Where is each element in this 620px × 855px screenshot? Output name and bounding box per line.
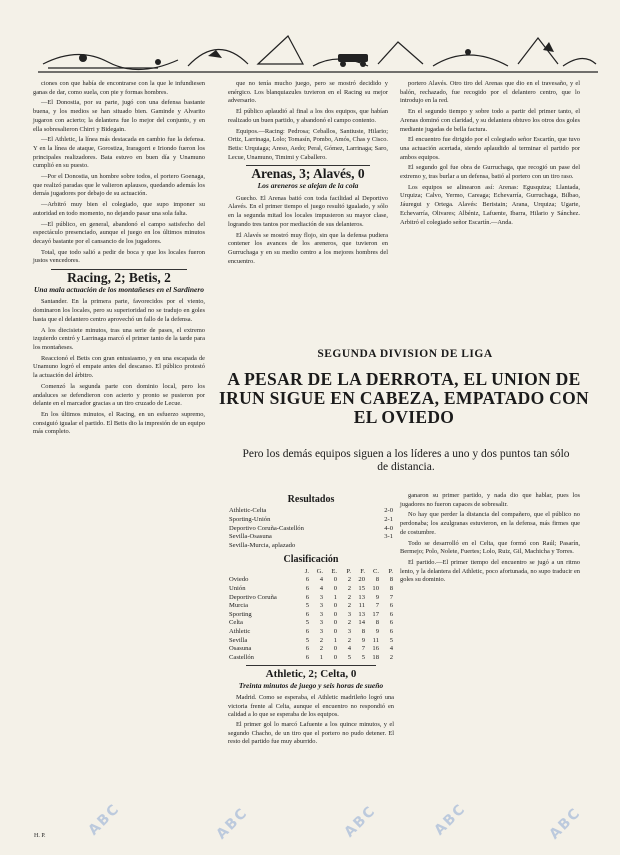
stat-cell: 8 (375, 576, 379, 584)
article-title-racing-betis: Racing, 2; Betis, 2 (67, 270, 171, 286)
article-paragraph: —El público, en general, abandonó el campo satisfecho del espectáculo presenciado, aunque el juego en los últimos minutos decayó bastante por el cansancio de los jugadores. (33, 220, 205, 245)
article-paragraph: —Arbitró muy bien el colegiado, que supo imponer su autoridad en todo momento, no dejando pasar una sola falta. (33, 201, 205, 217)
stat-cell: 8 (361, 627, 365, 635)
stat-cell: 2 (389, 653, 393, 661)
table-row (228, 594, 394, 603)
stat-cell: 13 (358, 610, 365, 618)
article-paragraph: El público aplaudió al final a los dos equipos, que habían realizado un buen partido, y abandonó el campo contento. (228, 108, 388, 124)
match-name: Sporting-Unión (229, 516, 271, 523)
stat-cell: 7 (389, 593, 393, 601)
stat-cell: 2 (319, 645, 323, 653)
stat-cell: 6 (305, 576, 309, 584)
column-left (33, 80, 205, 439)
article-paragraph: —El Donostia, por su parte, jugó con una defensa bastante buena, y los medios se han situado bien. Gaminde y Alvarito jugaron con acierto; la delantera fue lo mejor del conjunto, y en ella sobresalieron Chirri y Bidegain. (33, 99, 205, 133)
article-paragraph: El primer gol lo marcó Lafuente a los quince minutos, y el segundo Chacho, de un tiro que el portero no pudo detener. El resto del partido fue muy aburrido. (228, 721, 394, 746)
stat-cell: 2 (347, 619, 351, 627)
stat-cell: 0 (333, 653, 337, 661)
article-paragraph: Todo se desarrolló en el Celta, que formó con Raúl; Pasarín, Bermejo; Polo, Nolete, Fuertes; Lolo, Ruiz, Gil, Machicha y Torres. (400, 539, 580, 556)
section-title: SEGUNDA DIVISION DE LIGA (317, 348, 493, 360)
header-cell: G. (316, 567, 323, 575)
article-paragraph: portero Alavés. Otro tiro del Arenas que dio en el travesaño, y el balón, rechazado, fue recogido por el delantero centro, que lo introdujo en la red. (400, 80, 580, 105)
team-name: Unión (229, 584, 246, 592)
article-paragraph: El Alavés se mostró muy flojo, sin que la defensa pudiera contener los avances de los areneros, que tuvieron en Gurruchaga y en su medio centro a los mejores hombres del encuentro. (228, 231, 388, 265)
stat-cell: 4 (319, 584, 323, 592)
header-cell: E. (331, 567, 337, 575)
stat-cell: 5 (305, 602, 309, 610)
team-name: Sevilla (229, 636, 248, 644)
stat-cell: 1 (319, 653, 323, 661)
stat-cell: 8 (389, 576, 393, 584)
match-score: 3-1 (384, 533, 393, 541)
article-paragraph: Total, que todo salió a pedir de boca y que los locales fueron justos vencedores. (33, 248, 205, 265)
article-paragraph: Reaccionó el Betis con gran entusiasmo, y en una escapada de Unamuno logró el empate antes del descanso. El público protestó la actuación del árbitro. (33, 354, 205, 380)
stat-cell: 3 (319, 593, 323, 601)
team-name: Celta (229, 619, 243, 627)
match-score: 2-1 (384, 516, 393, 523)
stat-cell: 0 (333, 610, 337, 618)
abc-watermark: ABC (546, 804, 585, 843)
stat-cell: 3 (319, 619, 323, 627)
team-name: Deportivo Coruña (229, 593, 277, 601)
stat-cell: 4 (347, 645, 351, 653)
table-row (228, 645, 394, 654)
stat-cell: 3 (347, 610, 351, 618)
table-row (228, 507, 394, 516)
header-cell: P. (388, 567, 393, 575)
lineup-paragraph: Los equipos se alinearon así: Arenas: Egusquiza; Llantada, Urquiza; Calvo, Yermo, Careaga; Echevarría, Gurruchaga, Bilbao, Jáuregui y Ortega. Alavés: Beristain; Arana, Urquiza; Ugarte, Echevarría, Olivares; Albéniz, Lafuente, Ibarra, Hilario y Sánchez. Arbitró el colegiado señor Escartín.—Anda. (400, 183, 580, 226)
stat-cell: 0 (333, 584, 337, 592)
table-row (228, 654, 394, 663)
article-paragraph: Santander. En la primera parte, favorecidos por el viento, dominaron los locales, pero su superioridad no se tradujo en goles hasta que el delantero centro aprovechó un fallo de la defensa. (33, 298, 205, 323)
stat-cell: 2 (347, 636, 351, 644)
stat-cell: 13 (358, 593, 365, 601)
stat-cell: 4 (319, 576, 323, 584)
article-subtitle: Treinta minutos de juego y seis horas de sueño (238, 680, 384, 690)
article-paragraph: El segundo gol fue obra de Gurruchaga, que recogió un pase del extremo y, tras burlar a un defensa, batió al portero con un tiro raso. (400, 164, 580, 181)
team-name: Osasuna (229, 645, 252, 653)
article-paragraph: El partido.—El primer tiempo del encuentro se jugó a un ritmo lento, y la delantera del Athletic, poco afortunada, no supo traducir en goles su dominio. (400, 558, 580, 584)
team-name: Oviedo (229, 576, 249, 584)
stat-cell: 17 (372, 610, 379, 618)
table-row (228, 525, 394, 534)
article-paragraph: Madrid. Como se esperaba, el Athletic madrileño logró una victoria frente al Celta, aunque el encuentro no respondió en calidad a lo que se esperaba de los equipos. (228, 694, 394, 718)
article-title-athletic-celta: Athletic, 2; Celta, 0 (265, 668, 357, 681)
stat-cell: 11 (358, 602, 365, 610)
stat-cell: 14 (358, 619, 365, 627)
stat-cell: 0 (333, 576, 337, 584)
stat-cell: 6 (305, 610, 309, 618)
match-name: Athletic-Celta (229, 507, 267, 515)
stat-cell: 6 (305, 593, 309, 601)
match-name: Sevilla-Osasuna (229, 533, 272, 541)
header-cell: C. (372, 567, 379, 575)
table-row (228, 542, 394, 551)
article-paragraph: que no tenía mucho juego, pero se mostró decidido y enérgico. Los blanquiazules tuvieron en el Racing su mejor adversario. (228, 80, 388, 105)
results-table (228, 507, 394, 550)
team-name: Castellón (229, 653, 254, 661)
stat-cell: 6 (305, 584, 309, 592)
article-paragraph: ciones con que había de encontrarse con la que le infundiesen ganas de dar, como suela, con pie y formas hombres. (33, 80, 205, 96)
column-right (400, 80, 580, 229)
divider (246, 665, 376, 666)
stat-cell: 3 (347, 627, 351, 635)
abc-watermark: ABC (431, 800, 470, 839)
article-paragraph: No hay que perder la distancia del compañero, que el público no perdonaba; los azulgranas estuvieron, en la defensa, más firmes que de costumbre. (400, 511, 580, 536)
stat-cell: 3 (319, 602, 323, 610)
table-row (228, 533, 394, 542)
stat-cell: 20 (358, 576, 365, 584)
stat-cell: 16 (372, 645, 379, 653)
stat-cell: 2 (347, 602, 351, 610)
header-cell: P. (346, 567, 351, 575)
table-row (228, 576, 394, 585)
stat-cell: 2 (319, 636, 323, 644)
article-paragraph: —Por el Donostia, un hombre sobre todos, el portero Goenaga, que realizó paradas que le valieron aplausos, quedando además los demás jugadores por debajo de su actuación. (33, 173, 205, 198)
headline-subtitle: Pero los demás equipos siguen a los líderes a uno y dos puntos tan sólo de distancia. (242, 448, 570, 473)
stat-cell: 3 (319, 627, 323, 635)
article-subtitle: Una mala actuación de los montañeses en el Sardinero (33, 284, 204, 294)
sports-banner-illustration (38, 24, 598, 76)
table-row (228, 611, 394, 620)
abc-watermark: ABC (213, 804, 252, 843)
match-name: Sevilla-Murcia, aplazado (229, 541, 296, 549)
stat-cell: 0 (333, 619, 337, 627)
header-cell (228, 568, 296, 577)
stat-cell: 6 (389, 627, 393, 635)
stat-cell: 6 (389, 610, 393, 618)
stat-cell: 5 (389, 636, 393, 644)
footer-note: H. P. (34, 833, 46, 839)
match-score: 4-0 (384, 524, 393, 532)
article-paragraph: A los diecisiete minutos, tras una serie de pases, el extremo izquierdo centró y Larrinaga marcó el primer tanto de la tarde para los montañeses. (33, 326, 205, 351)
stat-cell: 2 (347, 584, 351, 592)
team-name: Athletic (229, 627, 251, 635)
stat-cell: 0 (333, 627, 337, 635)
table-row (228, 637, 394, 646)
table-row (228, 585, 394, 594)
match-name: Deportivo Coruña-Castellón (229, 524, 304, 532)
match-score (380, 542, 394, 551)
column-middle (228, 80, 388, 268)
stat-cell: 5 (347, 653, 351, 661)
article-paragraph: En los últimos minutos, el Racing, en un esfuerzo supremo, consiguió igualar el partido. El Betis dio la impresión de un equipo más completo. (33, 410, 205, 436)
stat-cell: 6 (305, 627, 309, 635)
team-name: Sporting (229, 610, 252, 618)
standings-title: Clasificación (283, 554, 339, 566)
stat-cell: 11 (372, 636, 379, 644)
lineup-paragraph: Equipos.—Racing: Pedrosa; Ceballos, Santiuste, Hilario; Ortiz, Larrinaga, Lolo; Tomasín, Pombo, Amós, Chas y Cisco. Betis: Urquiaga; Areso, Aedo; Peral, Gómez, Larrinaga; Saro, Lecue, Unamuno, Timimi y Caballero. (228, 127, 388, 161)
table-row (228, 619, 394, 628)
stat-cell: 3 (319, 610, 323, 618)
standings-table (228, 568, 394, 663)
stat-cell: 8 (389, 584, 393, 592)
stat-cell: 4 (389, 645, 393, 653)
stat-cell: 5 (361, 653, 365, 661)
stat-cell: 9 (375, 627, 379, 635)
stat-cell: 5 (305, 619, 309, 627)
abc-watermark: ABC (341, 802, 380, 841)
stat-cell: 2 (347, 593, 351, 601)
stat-cell: 9 (375, 593, 379, 601)
team-name: Murcia (229, 602, 249, 610)
stat-cell: 10 (372, 584, 379, 592)
stat-cell: 18 (372, 653, 379, 661)
stat-cell: 0 (333, 645, 337, 653)
standings-body (228, 576, 394, 662)
abc-watermark: ABC (85, 800, 124, 839)
match-score: 2-0 (384, 507, 393, 515)
article-paragraph: —El Athletic, la línea más destacada en cambio fue la defensa. Y en la línea de ataque, Gorostiza, Iraragorri e Iriondo fueron los principales realizadores. Bata estuvo en buen día y Unamuno cumplió en su puesto. (33, 136, 205, 170)
stat-cell: 1 (333, 636, 337, 644)
stat-cell: 9 (361, 636, 365, 644)
stat-cell: 7 (375, 602, 379, 610)
stat-cell: 6 (305, 653, 309, 661)
main-headline: A PESAR DE LA DERROTA, EL UNION DE IRUN SIGUE EN CABEZA, EMPATADO CON EL OVIEDO (219, 369, 589, 427)
stat-cell: 1 (333, 593, 337, 601)
table-row (228, 628, 394, 637)
results-title: Resultados (287, 494, 335, 505)
stat-cell: 6 (389, 602, 393, 610)
article-paragraph: ganaron su primer partido, y nada dio que hablar, pues los jugadores no fueron capaces de sobresalir. (400, 492, 580, 508)
stat-cell: 6 (305, 645, 309, 653)
article-paragraph: En el segundo tiempo y sobre todo a partir del primer tanto, el Arenas dominó con claridad, y su delantera obtuvo los otros dos goles mediante jugadas de bella factura. (400, 108, 580, 133)
article-subtitle: Los areneros se alejan de la cola (257, 181, 359, 191)
article-paragraph: El encuentro fue dirigido por el colegiado señor Escartín, que tuvo una actuación acertada, siendo aplaudido al terminar el partido por ambos equipos. (400, 136, 580, 161)
article-paragraph: Guecho. El Arenas batió con toda facilidad al Deportivo Alavés. En el primer tiempo el juego resultó igualado, y sólo en la segunda mitad los locales impusieron su mayor clase, logrando tres tantos por mediación de sus delanteros. (228, 194, 388, 228)
stat-cell: 5 (305, 636, 309, 644)
table-header-row (228, 568, 394, 577)
stat-cell: 0 (333, 602, 337, 610)
header-cell: F. (360, 567, 365, 575)
stat-cell: 6 (389, 619, 393, 627)
table-row (228, 516, 394, 525)
article-paragraph: Comenzó la segunda parte con dominio local, pero los andaluces se defendieron con acierto y pronto se pusieron por delante en el marcador gracias a un tiro cruzado de Lecue. (33, 382, 205, 408)
column-right-lower (400, 492, 580, 587)
header-cell: J. (304, 567, 309, 575)
article-title-arenas-alaves: Arenas, 3; Alavés, 0 (251, 166, 365, 182)
stat-cell: 7 (361, 645, 365, 653)
table-row (228, 602, 394, 611)
stat-cell: 2 (347, 576, 351, 584)
results-standings-block (228, 492, 394, 749)
stat-cell: 15 (358, 584, 365, 592)
stat-cell: 8 (375, 619, 379, 627)
